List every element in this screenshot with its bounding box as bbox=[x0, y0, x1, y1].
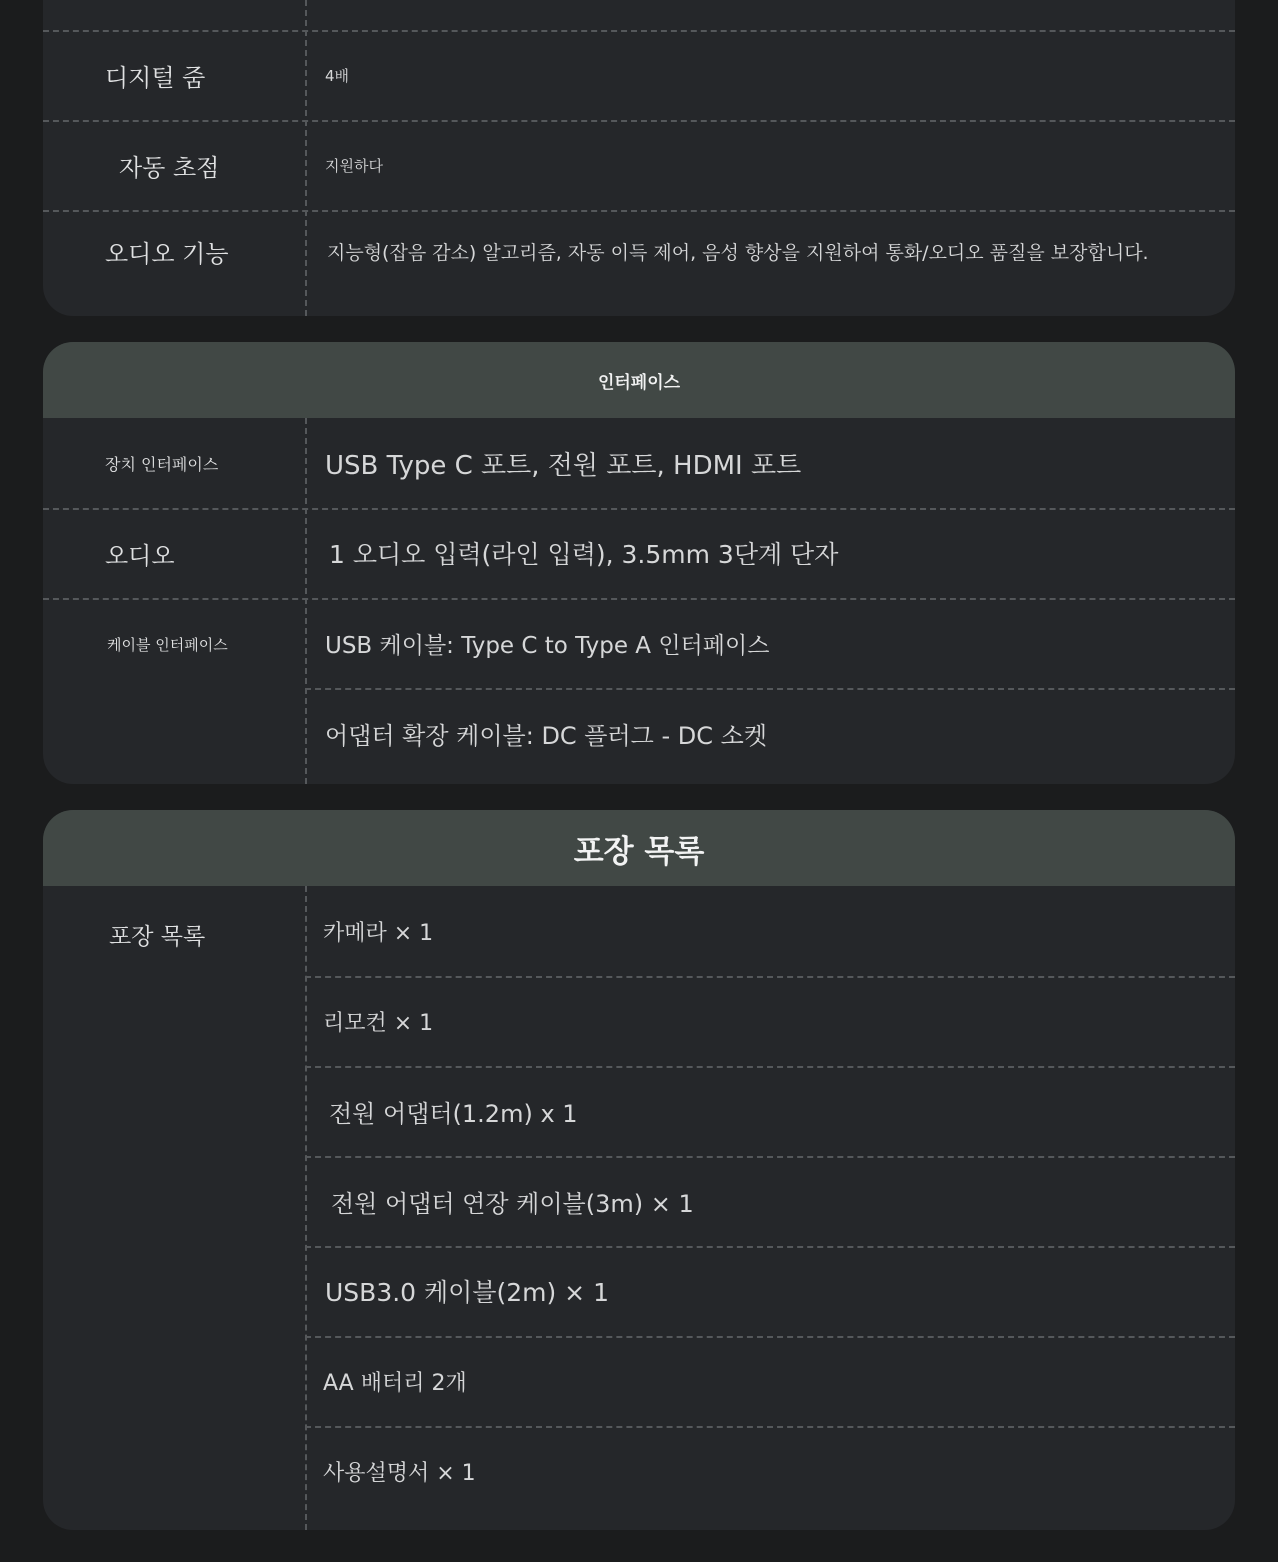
package-rows bbox=[43, 886, 1235, 1530]
interface-rows bbox=[43, 418, 1235, 784]
interface-value: USB 케이블: Type C to Type A 인터페이스 bbox=[325, 632, 770, 659]
package-item: 전원 어댑터(1.2m) x 1 bbox=[305, 1066, 1235, 1156]
package-item: 리모컨 × 1 bbox=[305, 976, 1235, 1066]
package-item: 전원 어댑터 연장 케이블(3m) × 1 bbox=[305, 1156, 1235, 1246]
interface-row bbox=[43, 598, 1235, 784]
spec-row bbox=[43, 30, 1235, 120]
package-card bbox=[43, 810, 1235, 1530]
package-label: 포장 목록 bbox=[109, 924, 206, 950]
interface-label: 케이블 인터페이스 bbox=[107, 636, 228, 654]
interface-label: 오디오 bbox=[105, 541, 175, 570]
interface-value: USB Type C 포트, 전원 포트, HDMI 포트 bbox=[325, 450, 802, 481]
package-item: AA 배터리 2개 bbox=[305, 1336, 1235, 1426]
package-row bbox=[43, 886, 1235, 1516]
spec-label: 디지털 줌 bbox=[105, 63, 206, 92]
interface-label: 장치 인터페이스 bbox=[105, 454, 219, 474]
package-item: 카메라 × 1 bbox=[323, 920, 434, 946]
spec-label: 오디오 기능 bbox=[105, 240, 229, 268]
spec-row bbox=[43, 210, 1235, 316]
spec-value: 지원하다 bbox=[325, 156, 383, 175]
camera-spec-card bbox=[43, 0, 1235, 316]
spec-row-top bbox=[43, 0, 1235, 30]
spec-value: 지능형(잡음 감소) 알고리즘, 자동 이득 제어, 음성 향상을 지원하여 통화/오디오 품질을 보장합니다. bbox=[327, 241, 1149, 264]
package-section-title: 포장 목록 bbox=[43, 810, 1235, 886]
interface-row bbox=[43, 508, 1235, 598]
spec-value: 4배 bbox=[325, 66, 350, 85]
interface-card bbox=[43, 342, 1235, 784]
spec-label: 자동 초점 bbox=[119, 153, 220, 182]
interface-value: 어댑터 확장 케이블: DC 플러그 - DC 소켓 bbox=[305, 688, 1235, 778]
interface-value: 1 오디오 입력(라인 입력), 3.5mm 3단계 단자 bbox=[329, 540, 839, 569]
spec-rows bbox=[43, 0, 1235, 316]
interface-section-title: 인터페이스 bbox=[43, 342, 1235, 418]
package-item: 사용설명서 × 1 bbox=[305, 1426, 1235, 1516]
interface-row bbox=[43, 418, 1235, 508]
package-item: USB3.0 케이블(2m) × 1 bbox=[305, 1246, 1235, 1336]
spec-row bbox=[43, 120, 1235, 210]
